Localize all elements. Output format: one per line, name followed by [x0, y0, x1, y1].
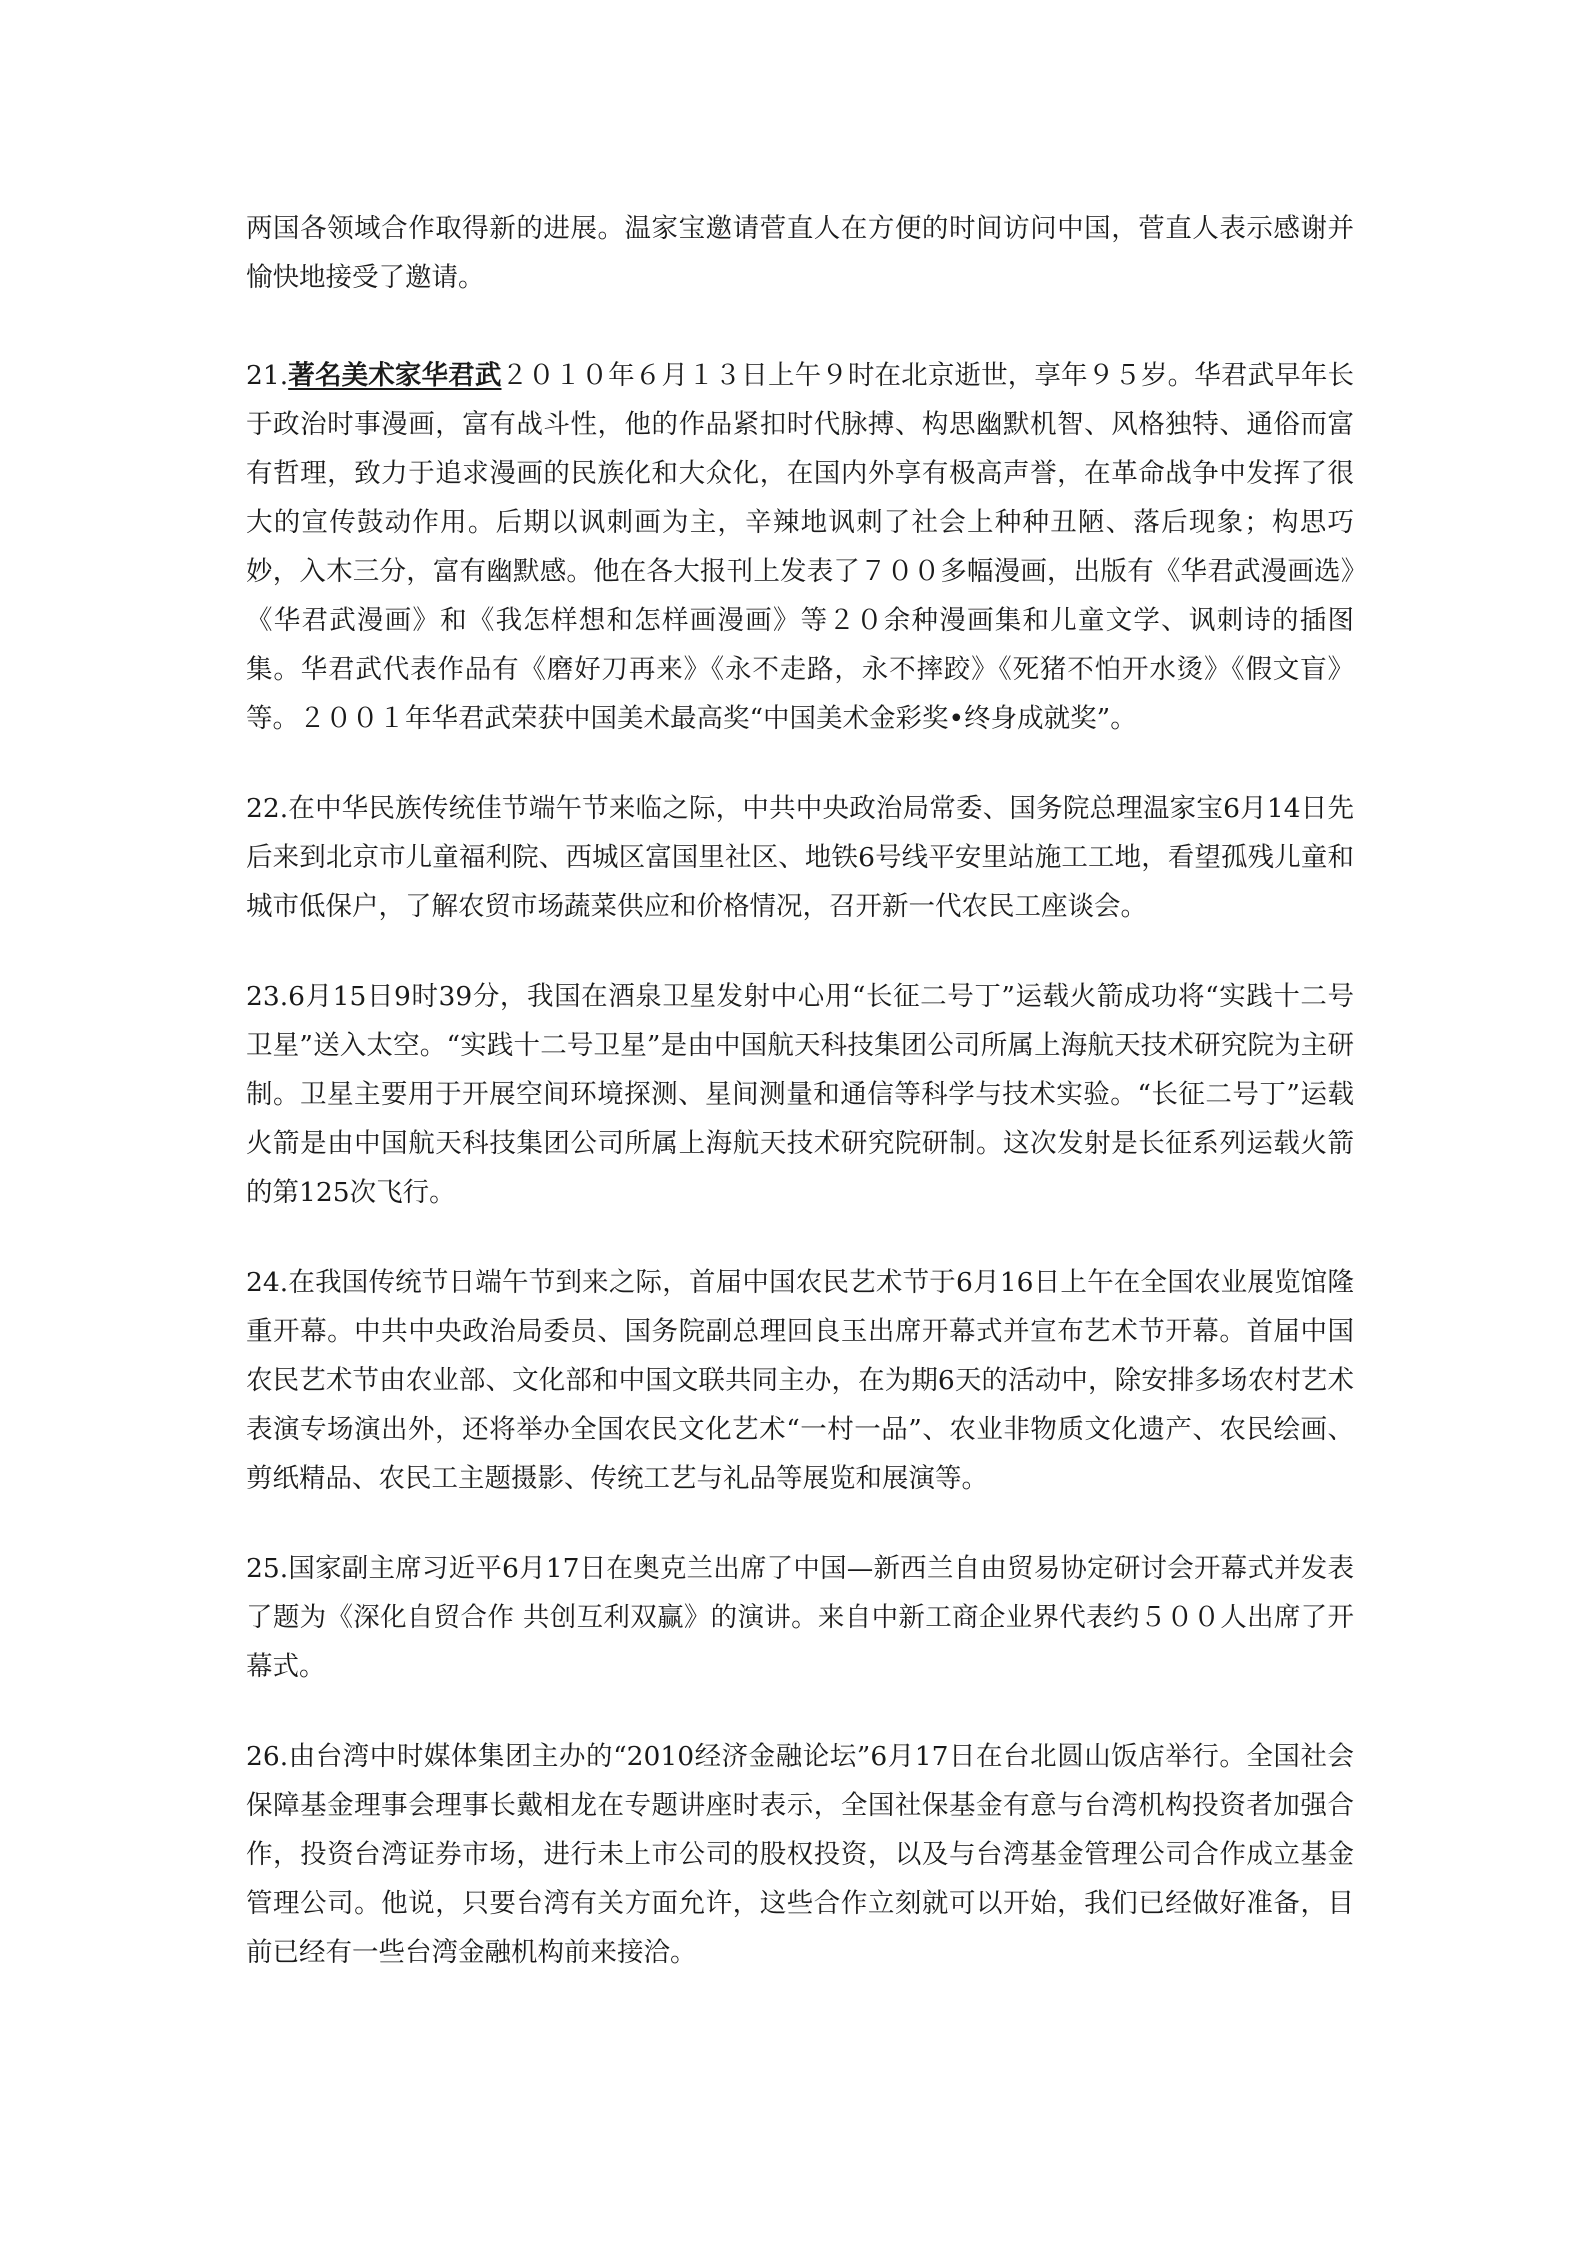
paragraph-text: ２０１０年６月１３日上午９时在北京逝世，享年９５岁。华君武早年长于政治时事漫画，富有战斗性，他的作品紧扣时代脉搏、构思幽默机智、风格独特、通俗而富有哲理，致力于追求漫画的民族化和大众化，在国内外享有极高声誉，在革命战争中发挥了很大的宣传鼓动作用。后期以讽刺画为主，辛辣地讽刺了社会上种种丑陋、落后现象；构思巧妙，入木三分，富有幽默感。他在各大报刊上发表了７００多幅漫画，出版有《华君武漫画选》《华君武漫画》和《我怎样想和怎样画漫画》等２０余种漫画集和儿童文学、讽刺诗的插图集。华君武代表作品有《磨好刀再来》《永不走路，永不摔跤》《死猪不怕开水烫》《假文盲》等。２００１年华君武荣获中国美术最高奖“中国美术金彩奖•终身成就奖”。 — [246, 360, 1355, 734]
paragraph-26 — [246, 1732, 1354, 1977]
paragraph-23 — [246, 972, 1354, 1217]
document-body — [246, 204, 1354, 2018]
paragraph-text: 国家副主席习近平6月17日在奥克兰出席了中国—新西兰自由贸易协定研讨会开幕式并发表了题为《深化自贸合作 共创互利双赢》的演讲。来自中新工商企业界代表约５００人出席了开幕式。 — [246, 1553, 1354, 1682]
hyperlink-hua-junwu[interactable]: 著名美术家华君武 — [288, 360, 502, 391]
paragraph-text: 由台湾中时媒体集团主办的“2010经济金融论坛”6月17日在台北圆山饭店举行。全国社会保障基金理事会理事长戴相龙在专题讲座时表示，全国社保基金有意与台湾机构投资者加强合作，投资台湾证券市场，进行未上市公司的股权投资，以及与台湾基金管理公司合作成立基金管理公司。他说，只要台湾有关方面允许，这些合作立刻就可以开始，我们已经做好准备，目前已经有一些台湾金融机构前来接洽。 — [246, 1741, 1354, 1968]
paragraph-24 — [246, 1258, 1354, 1503]
paragraph-number: 26. — [246, 1741, 289, 1772]
paragraph-number: 22. — [246, 793, 289, 824]
paragraph-21 — [246, 351, 1354, 743]
paragraph-25 — [246, 1544, 1354, 1691]
paragraph-22 — [246, 784, 1354, 931]
paragraph-text: 6月15日9时39分，我国在酒泉卫星发射中心用“长征二号丁”运载火箭成功将“实践十二号卫星”送入太空。“实践十二号卫星”是由中国航天科技集团公司所属上海航天技术研究院为主研制。卫星主要用于开展空间环境探测、星间测量和通信等科学与技术实验。“长征二号丁”运载火箭是由中国航天科技集团公司所属上海航天技术研究院研制。这次发射是长征系列运载火箭的第125次飞行。 — [246, 981, 1354, 1208]
paragraph-number: 24. — [246, 1267, 289, 1298]
paragraph-number: 25. — [246, 1553, 289, 1584]
paragraph-text: 两国各领域合作取得新的进展。温家宝邀请菅直人在方便的时间访问中国，菅直人表示感谢并愉快地接受了邀请。 — [246, 213, 1354, 293]
paragraph-continuation — [246, 204, 1354, 302]
paragraph-text: 在中华民族传统佳节端午节来临之际，中共中央政治局常委、国务院总理温家宝6月14日先后来到北京市儿童福利院、西城区富国里社区、地铁6号线平安里站施工工地，看望孤残儿童和城市低保户，了解农贸市场蔬菜供应和价格情况，召开新一代农民工座谈会。 — [246, 793, 1354, 922]
paragraph-number: 21. — [246, 360, 289, 391]
paragraph-number: 23. — [246, 981, 289, 1012]
paragraph-text: 在我国传统节日端午节到来之际，首届中国农民艺术节于6月16日上午在全国农业展览馆隆重开幕。中共中央政治局委员、国务院副总理回良玉出席开幕式并宣布艺术节开幕。首届中国农民艺术节由农业部、文化部和中国文联共同主办，在为期6天的活动中，除安排多场农村艺术表演专场演出外，还将举办全国农民文化艺术“一村一品”、农业非物质文化遗产、农民绘画、剪纸精品、农民工主题摄影、传统工艺与礼品等展览和展演等。 — [246, 1267, 1354, 1494]
